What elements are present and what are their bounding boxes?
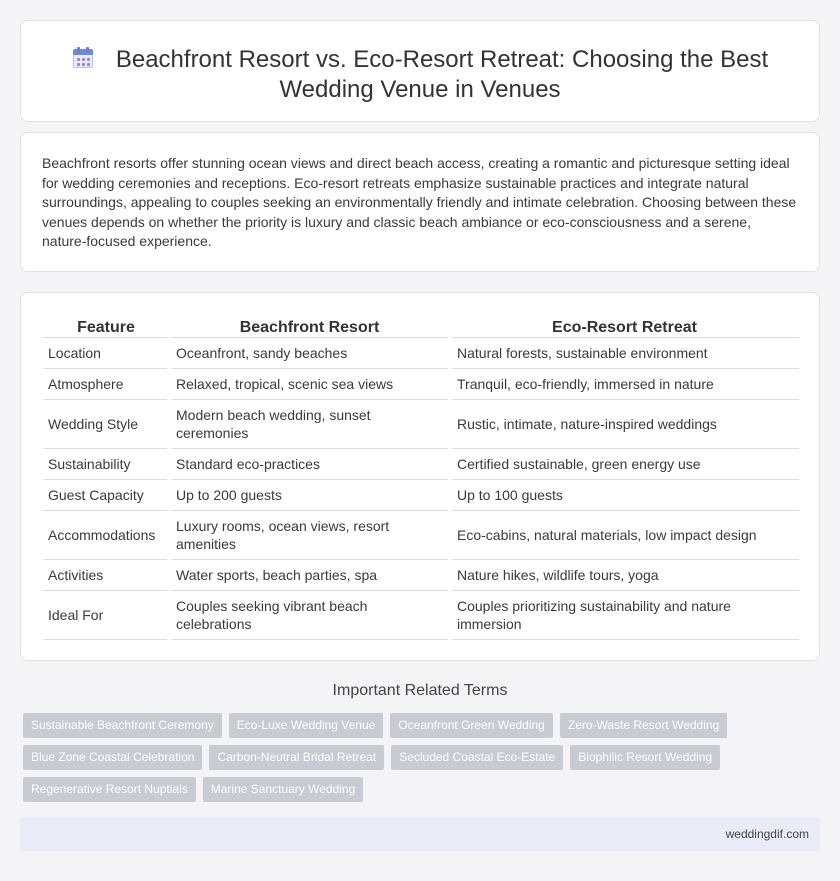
table-row (43, 368, 799, 399)
related-term-tag[interactable]: Secluded Coastal Eco-Estate (391, 745, 563, 770)
feature-cell: Atmosphere (43, 368, 169, 399)
header-eco-resort-retreat: Eco-Resort Retreat (450, 315, 799, 337)
beachfront-cell: Modern beach wedding, sunset ceremonies (169, 399, 450, 448)
related-term-tag[interactable]: Regenerative Resort Nuptials (23, 777, 196, 802)
beachfront-cell: Oceanfront, sandy beaches (169, 337, 450, 368)
header-feature: Feature (43, 315, 169, 337)
related-term-tag[interactable]: Marine Sanctuary Wedding (203, 777, 364, 802)
page-title-text: Beachfront Resort vs. Eco-Resort Retreat: Choosing the Best Wedding Venue in Venues (115, 46, 769, 103)
header-beachfront-resort: Beachfront Resort (169, 315, 450, 337)
feature-cell: Guest Capacity (43, 479, 169, 510)
table-header-row (43, 315, 799, 337)
related-term-tag[interactable]: Blue Zone Coastal Celebration (23, 745, 202, 770)
eco-resort-cell: Rustic, intimate, nature-inspired weddings (450, 399, 799, 448)
beachfront-cell: Couples seeking vibrant beach celebrations (169, 590, 450, 639)
related-term-tag[interactable]: Oceanfront Green Wedding (390, 713, 553, 738)
calendar-icon (72, 47, 94, 69)
intro-paragraph: Beachfront resorts offer stunning ocean views and direct beach access, creating a romantic and picturesque setting ideal for wedding ceremonies and receptions. Eco-resort retreats emphasize sustainable practices and integrate natural surroundings, appealing to couples seeking an environmentally friendly and intimate celebration. Choosing between these venues depends on whether the priority is luxury and classic beach ambiance or eco-consciousness and a serene, nature-focused experience. (42, 155, 797, 250)
page-title (21, 45, 819, 105)
related-term-tag[interactable]: Sustainable Beachfront Ceremony (23, 713, 222, 738)
table-row (43, 337, 799, 368)
eco-resort-cell: Up to 100 guests (450, 479, 799, 510)
comparison-table (43, 315, 799, 640)
eco-resort-cell: Couples prioritizing sustainability and nature immersion (450, 590, 799, 639)
related-term-tag[interactable]: Eco-Luxe Wedding Venue (229, 713, 384, 738)
related-term-tag[interactable]: Zero-Waste Resort Wedding (560, 713, 727, 738)
eco-resort-cell: Eco-cabins, natural materials, low impact design (450, 510, 799, 559)
related-term-tag[interactable]: Biophilic Resort Wedding (570, 745, 720, 770)
table-row (43, 399, 799, 448)
beachfront-cell: Standard eco-practices (169, 448, 450, 479)
table-row (43, 479, 799, 510)
related-term-tag[interactable]: Carbon-Neutral Bridal Retreat (209, 745, 384, 770)
beachfront-cell: Water sports, beach parties, spa (169, 559, 450, 590)
footer-site-link[interactable]: weddingdif.com (725, 827, 809, 841)
eco-resort-cell: Tranquil, eco-friendly, immersed in nature (450, 368, 799, 399)
beachfront-cell: Relaxed, tropical, scenic sea views (169, 368, 450, 399)
eco-resort-cell: Certified sustainable, green energy use (450, 448, 799, 479)
comparison-card (20, 292, 820, 661)
table-row (43, 590, 799, 639)
feature-cell: Wedding Style (43, 399, 169, 448)
beachfront-cell: Luxury rooms, ocean views, resort amenities (169, 510, 450, 559)
table-row (43, 448, 799, 479)
feature-cell: Location (43, 337, 169, 368)
intro-card (20, 132, 820, 272)
beachfront-cell: Up to 200 guests (169, 479, 450, 510)
feature-cell: Ideal For (43, 590, 169, 639)
eco-resort-cell: Nature hikes, wildlife tours, yoga (450, 559, 799, 590)
related-terms-list (23, 713, 823, 809)
related-terms-title: Important Related Terms (332, 682, 508, 699)
feature-cell: Accommodations (43, 510, 169, 559)
feature-cell: Activities (43, 559, 169, 590)
footer (20, 817, 820, 851)
eco-resort-cell: Natural forests, sustainable environment (450, 337, 799, 368)
feature-cell: Sustainability (43, 448, 169, 479)
table-row (43, 510, 799, 559)
title-card (20, 20, 820, 122)
table-row (43, 559, 799, 590)
